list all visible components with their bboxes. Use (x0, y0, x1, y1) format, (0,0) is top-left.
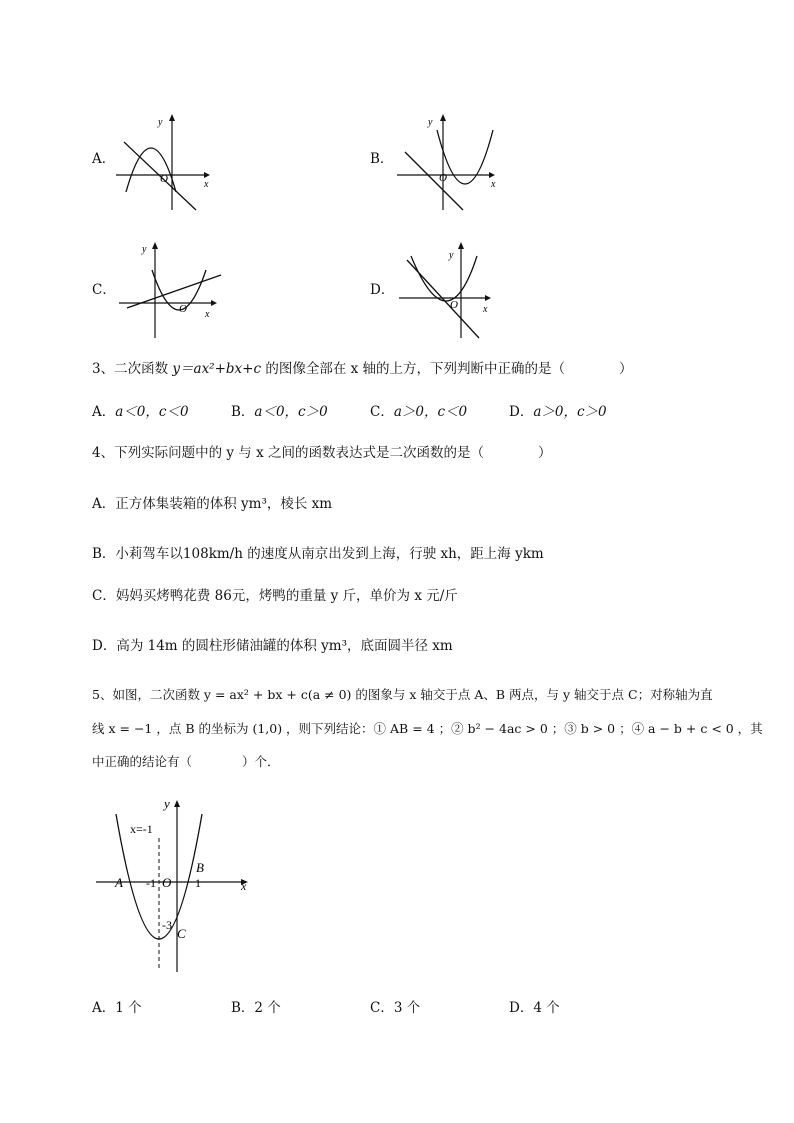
q3-option-letter: A． (92, 404, 116, 420)
q5-line-2: 线 x = −1 ，点 B 的坐标为 (1,0) ，则下列结论：① AB = 4 ；② b² − 4ac > 0 ；③ b > 0 ；④ a − b + c < 0 ，其 (92, 721, 763, 736)
line (405, 152, 463, 210)
q5-option-text: 2 个 (254, 1000, 281, 1016)
option-b-label: B． (370, 151, 394, 167)
q5-option-a (92, 999, 142, 1017)
y-axis-arrow (440, 114, 446, 121)
y-label: y (158, 117, 163, 128)
q3-option-text: a＞0，c＜0 (393, 404, 468, 420)
q4-option-a (92, 495, 332, 513)
option-c-label: C． (92, 282, 116, 298)
minus-three-label: -3 (162, 918, 172, 932)
q3-option-letter: D． (509, 404, 534, 420)
origin-label: O (162, 875, 172, 890)
q5-option-c (370, 999, 420, 1017)
origin-label: O (450, 299, 458, 311)
q3-option-d (509, 403, 607, 421)
parabola (126, 148, 176, 192)
y-axis-arrow (458, 242, 464, 249)
y-axis-arrow (169, 114, 175, 121)
x-label: x (205, 309, 210, 320)
origin-label: O (160, 173, 168, 185)
q4-option-text: 高为 14m 的圆柱形储油罐的体积 ym³，底面圆半径 xm (116, 638, 453, 654)
q5-option-letter: D． (509, 1000, 534, 1016)
x-axis-arrow (485, 295, 491, 301)
q3-text-before: 二次函数 (114, 361, 173, 377)
q4-option-text: 正方体集装箱的体积 ym³，棱长 xm (115, 496, 333, 512)
x-label: x (491, 179, 496, 190)
q5-number: 5、 (92, 687, 113, 702)
y-label: y (142, 244, 147, 255)
graph-b (395, 110, 505, 215)
q3-text-after: 的图像全部在 x 轴的上方，下列判断中正确的是（ ） (261, 361, 633, 377)
q4-option-b (92, 545, 544, 563)
q3-option-text: a＜0，c＞0 (254, 404, 328, 420)
q5-option-letter: B． (231, 1000, 255, 1016)
q4-option-c (92, 587, 458, 605)
axis-of-symmetry-label: x=-1 (130, 822, 153, 836)
q3-formula: y＝ax²+bx+c (172, 361, 262, 377)
q5-option-text: 4 个 (533, 1000, 560, 1016)
q3-option-b (231, 403, 328, 421)
q3-option-a (92, 403, 189, 421)
x-axis-arrow (211, 300, 217, 306)
q5-option-b (231, 999, 281, 1017)
q5-option-text: 3 个 (393, 1000, 421, 1016)
q5-option-letter: C． (370, 1000, 394, 1016)
point-c-label: C (177, 926, 186, 941)
q3-option-text: a＜0，c＜0 (115, 404, 189, 420)
graph-c (115, 238, 230, 343)
y-label: y (428, 117, 433, 128)
q5-option-text: 1 个 (115, 1000, 142, 1016)
option-a-label: A． (92, 151, 116, 167)
q4-option-letter: C． (92, 588, 116, 604)
q3-option-c (370, 403, 467, 421)
y-axis-arrow (174, 800, 180, 807)
q4-number: 4、 (92, 445, 115, 461)
q5-line-1 (92, 686, 713, 704)
x-axis-arrow (489, 172, 495, 178)
q4-option-letter: B． (92, 546, 116, 562)
q4-option-text: 妈妈买烤鸭花费 86元，烤鸭的重量 y 斤，单价为 x 元/斤 (115, 588, 458, 604)
q3-option-text: a＞0，c＞0 (533, 404, 607, 420)
q5-line1-text: 如图，二次函数 y = ax² + bx + c(a ≠ 0) 的图象与 x 轴交于点 A、B 两点，与 y 轴交于点 C；对称轴为直 (112, 687, 713, 702)
graph-d (395, 238, 505, 343)
q4-option-d (92, 637, 453, 655)
x-label: x (241, 879, 247, 893)
graph-a (112, 110, 222, 215)
q4-option-letter: D． (92, 638, 117, 654)
q4-option-text: 小莉驾车以108km/h 的速度从南京出发到上海，行驶 xh，距上海 ykm (115, 546, 544, 562)
x-axis-arrow (204, 172, 210, 178)
y-axis-arrow (152, 242, 158, 249)
q5-option-letter: A． (92, 1000, 116, 1016)
minus-one-label: -1 (146, 876, 156, 890)
q3-stem (92, 360, 633, 378)
q4-option-letter: A． (92, 496, 116, 512)
y-label: y (164, 796, 170, 811)
q4-stem (92, 444, 552, 462)
q4-stem-text: 下列实际问题中的 y 与 x 之间的函数表达式是二次函数的是（ ） (114, 445, 552, 461)
q5-option-d (509, 999, 560, 1017)
origin-label: O (439, 172, 447, 184)
q5-figure (92, 790, 262, 980)
q3-option-letter: B． (231, 404, 255, 420)
point-a-label: A (115, 875, 123, 890)
y-label: y (449, 250, 454, 261)
option-d-label: D． (370, 282, 395, 298)
q3-option-letter: C． (370, 404, 394, 420)
parabola (411, 256, 477, 301)
q5-line-3: 中正确的结论有（ ）个． (92, 754, 280, 769)
origin-label: O (179, 303, 187, 315)
x-label: x (204, 179, 209, 190)
q3-number: 3、 (92, 361, 115, 377)
line (407, 260, 479, 338)
x-label: x (483, 304, 488, 315)
point-b-label: B (196, 860, 204, 875)
one-label: 1 (195, 876, 201, 890)
